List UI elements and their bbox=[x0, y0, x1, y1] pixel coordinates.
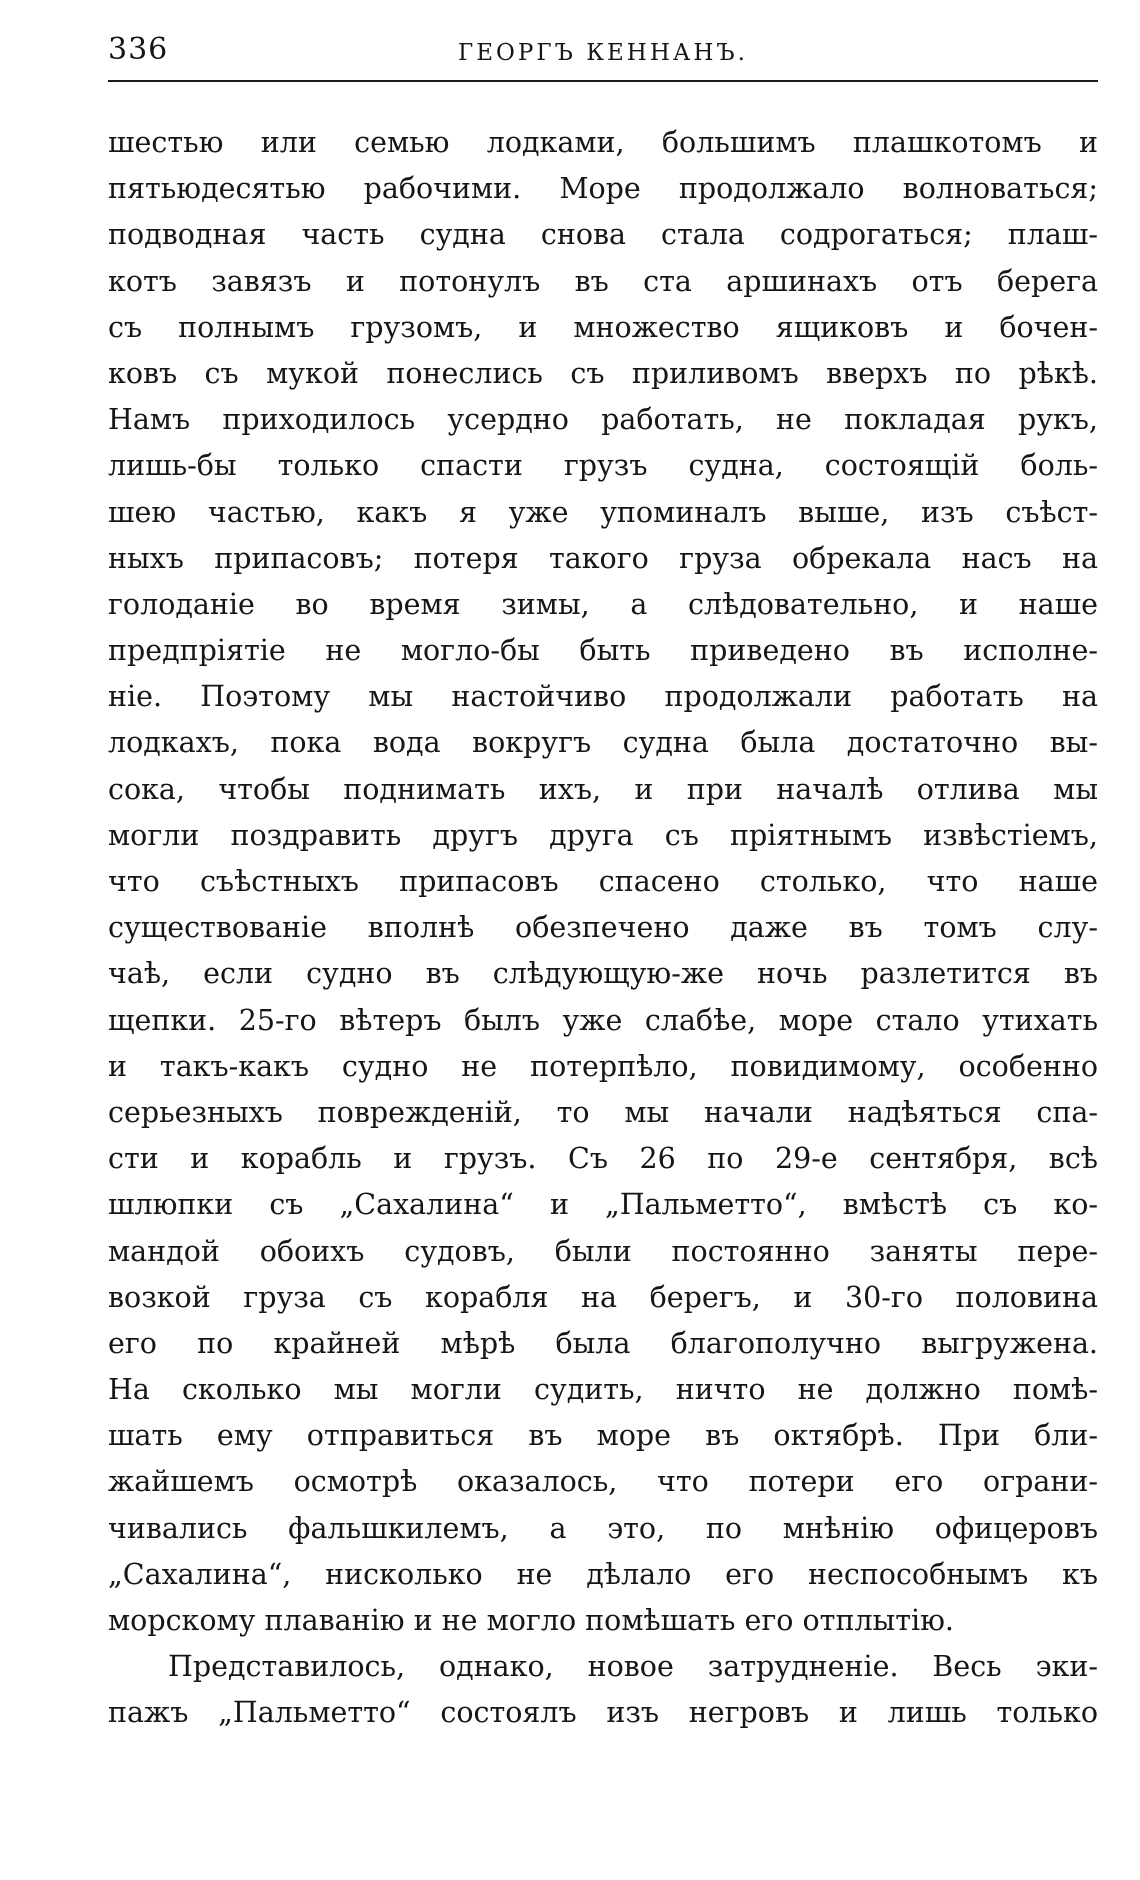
text-line: подводная часть судна снова стала содрогаться; плаш- bbox=[108, 218, 1098, 252]
text-line: котъ завязъ и потонулъ въ ста аршинахъ отъ берега bbox=[108, 264, 1098, 298]
text-line: съ полнымъ грузомъ, и множество ящиковъ и бочен- bbox=[108, 310, 1098, 344]
text-line: возкой груза съ корабля на берегъ, и 30-го половина bbox=[108, 1280, 1098, 1314]
text-line: предпріятіе не могло-бы быть приведено въ исполне- bbox=[108, 634, 1098, 668]
text-line: и такъ-какъ судно не потерпѣло, повидимому, особенно bbox=[108, 1049, 1098, 1083]
text-line: пятьюдесятью рабочими. Море продолжало волноваться; bbox=[108, 172, 1098, 206]
text-line: могли поздравить другъ друга съ пріятнымъ извѣстіемъ, bbox=[108, 818, 1098, 852]
paragraph-start-line: Представилось, однако, новое затрудненіе. Весь эки- bbox=[168, 1650, 1098, 1684]
text-line: На сколько мы могли судить, ничто не должно помѣ- bbox=[108, 1373, 1098, 1407]
text-line: Намъ приходилось усердно работать, не покладая рукъ, bbox=[108, 403, 1098, 437]
text-line: шестью или семью лодками, большимъ плашкотомъ и bbox=[108, 126, 1098, 159]
text-line: сока, чтобы поднимать ихъ, и при началѣ отлива мы bbox=[108, 772, 1098, 806]
text-line: существованіе вполнѣ обезпечено даже въ томъ слу- bbox=[108, 911, 1098, 945]
text-line: щепки. 25-го вѣтеръ былъ уже слабѣе, море стало утихать bbox=[108, 1003, 1098, 1037]
running-head: ГЕОРГЪ КЕННАНЪ. bbox=[458, 40, 748, 66]
text-line: шать ему отправиться въ море въ октябрѣ. При бли- bbox=[108, 1419, 1098, 1453]
text-line: жайшемъ осмотрѣ оказалось, что потери его ограни- bbox=[108, 1465, 1098, 1499]
page-header bbox=[108, 28, 1098, 78]
text-line: ніе. Поэтому мы настойчиво продолжали работать на bbox=[108, 680, 1098, 714]
text-line: лишь-бы только спасти грузъ судна, состоящій боль- bbox=[108, 449, 1098, 483]
text-line: серьезныхъ поврежденій, то мы начали надѣяться спа- bbox=[108, 1095, 1098, 1129]
paragraph-end-line: морскому плаванію и не могло помѣшать его отплытію. bbox=[108, 1604, 954, 1637]
text-line: ковъ съ мукой понеслись съ приливомъ вверхъ по рѣкѣ. bbox=[108, 356, 1098, 390]
page-number: 336 bbox=[108, 32, 169, 67]
header-rule bbox=[108, 80, 1098, 82]
text-line: пажъ „Пальметто“ состоялъ изъ негровъ и лишь только bbox=[108, 1696, 1098, 1730]
text-line: ныхъ припасовъ; потеря такого груза обрекала насъ на bbox=[108, 541, 1098, 575]
text-line: чаѣ, если судно въ слѣдующую-же ночь разлетится въ bbox=[108, 957, 1098, 991]
text-line: лодкахъ, пока вода вокругъ судна была достаточно вы- bbox=[108, 726, 1098, 760]
text-line: его по крайней мѣрѣ была благополучно выгружена. bbox=[108, 1326, 1098, 1360]
text-line: шею частью, какъ я уже упоминалъ выше, изъ съѣст- bbox=[108, 495, 1098, 529]
text-line: шлюпки съ „Сахалина“ и „Пальметто“, вмѣстѣ съ ко- bbox=[108, 1188, 1098, 1222]
text-line: чивались фальшкилемъ, а это, по мнѣнію офицеровъ bbox=[108, 1511, 1098, 1545]
text-line: что съѣстныхъ припасовъ спасено столько, что наше bbox=[108, 865, 1098, 898]
text-line: сти и корабль и грузъ. Съ 26 по 29-е сентября, всѣ bbox=[108, 1142, 1098, 1176]
text-line: мандой обоихъ судовъ, были постоянно заняты пере- bbox=[108, 1234, 1098, 1268]
book-page bbox=[108, 28, 1098, 1737]
text-line: „Сахалина“, нисколько не дѣлало его неспособнымъ къ bbox=[108, 1557, 1098, 1591]
body-text bbox=[108, 120, 1098, 1737]
text-line: голоданіе во время зимы, а слѣдовательно, и наше bbox=[108, 587, 1098, 621]
